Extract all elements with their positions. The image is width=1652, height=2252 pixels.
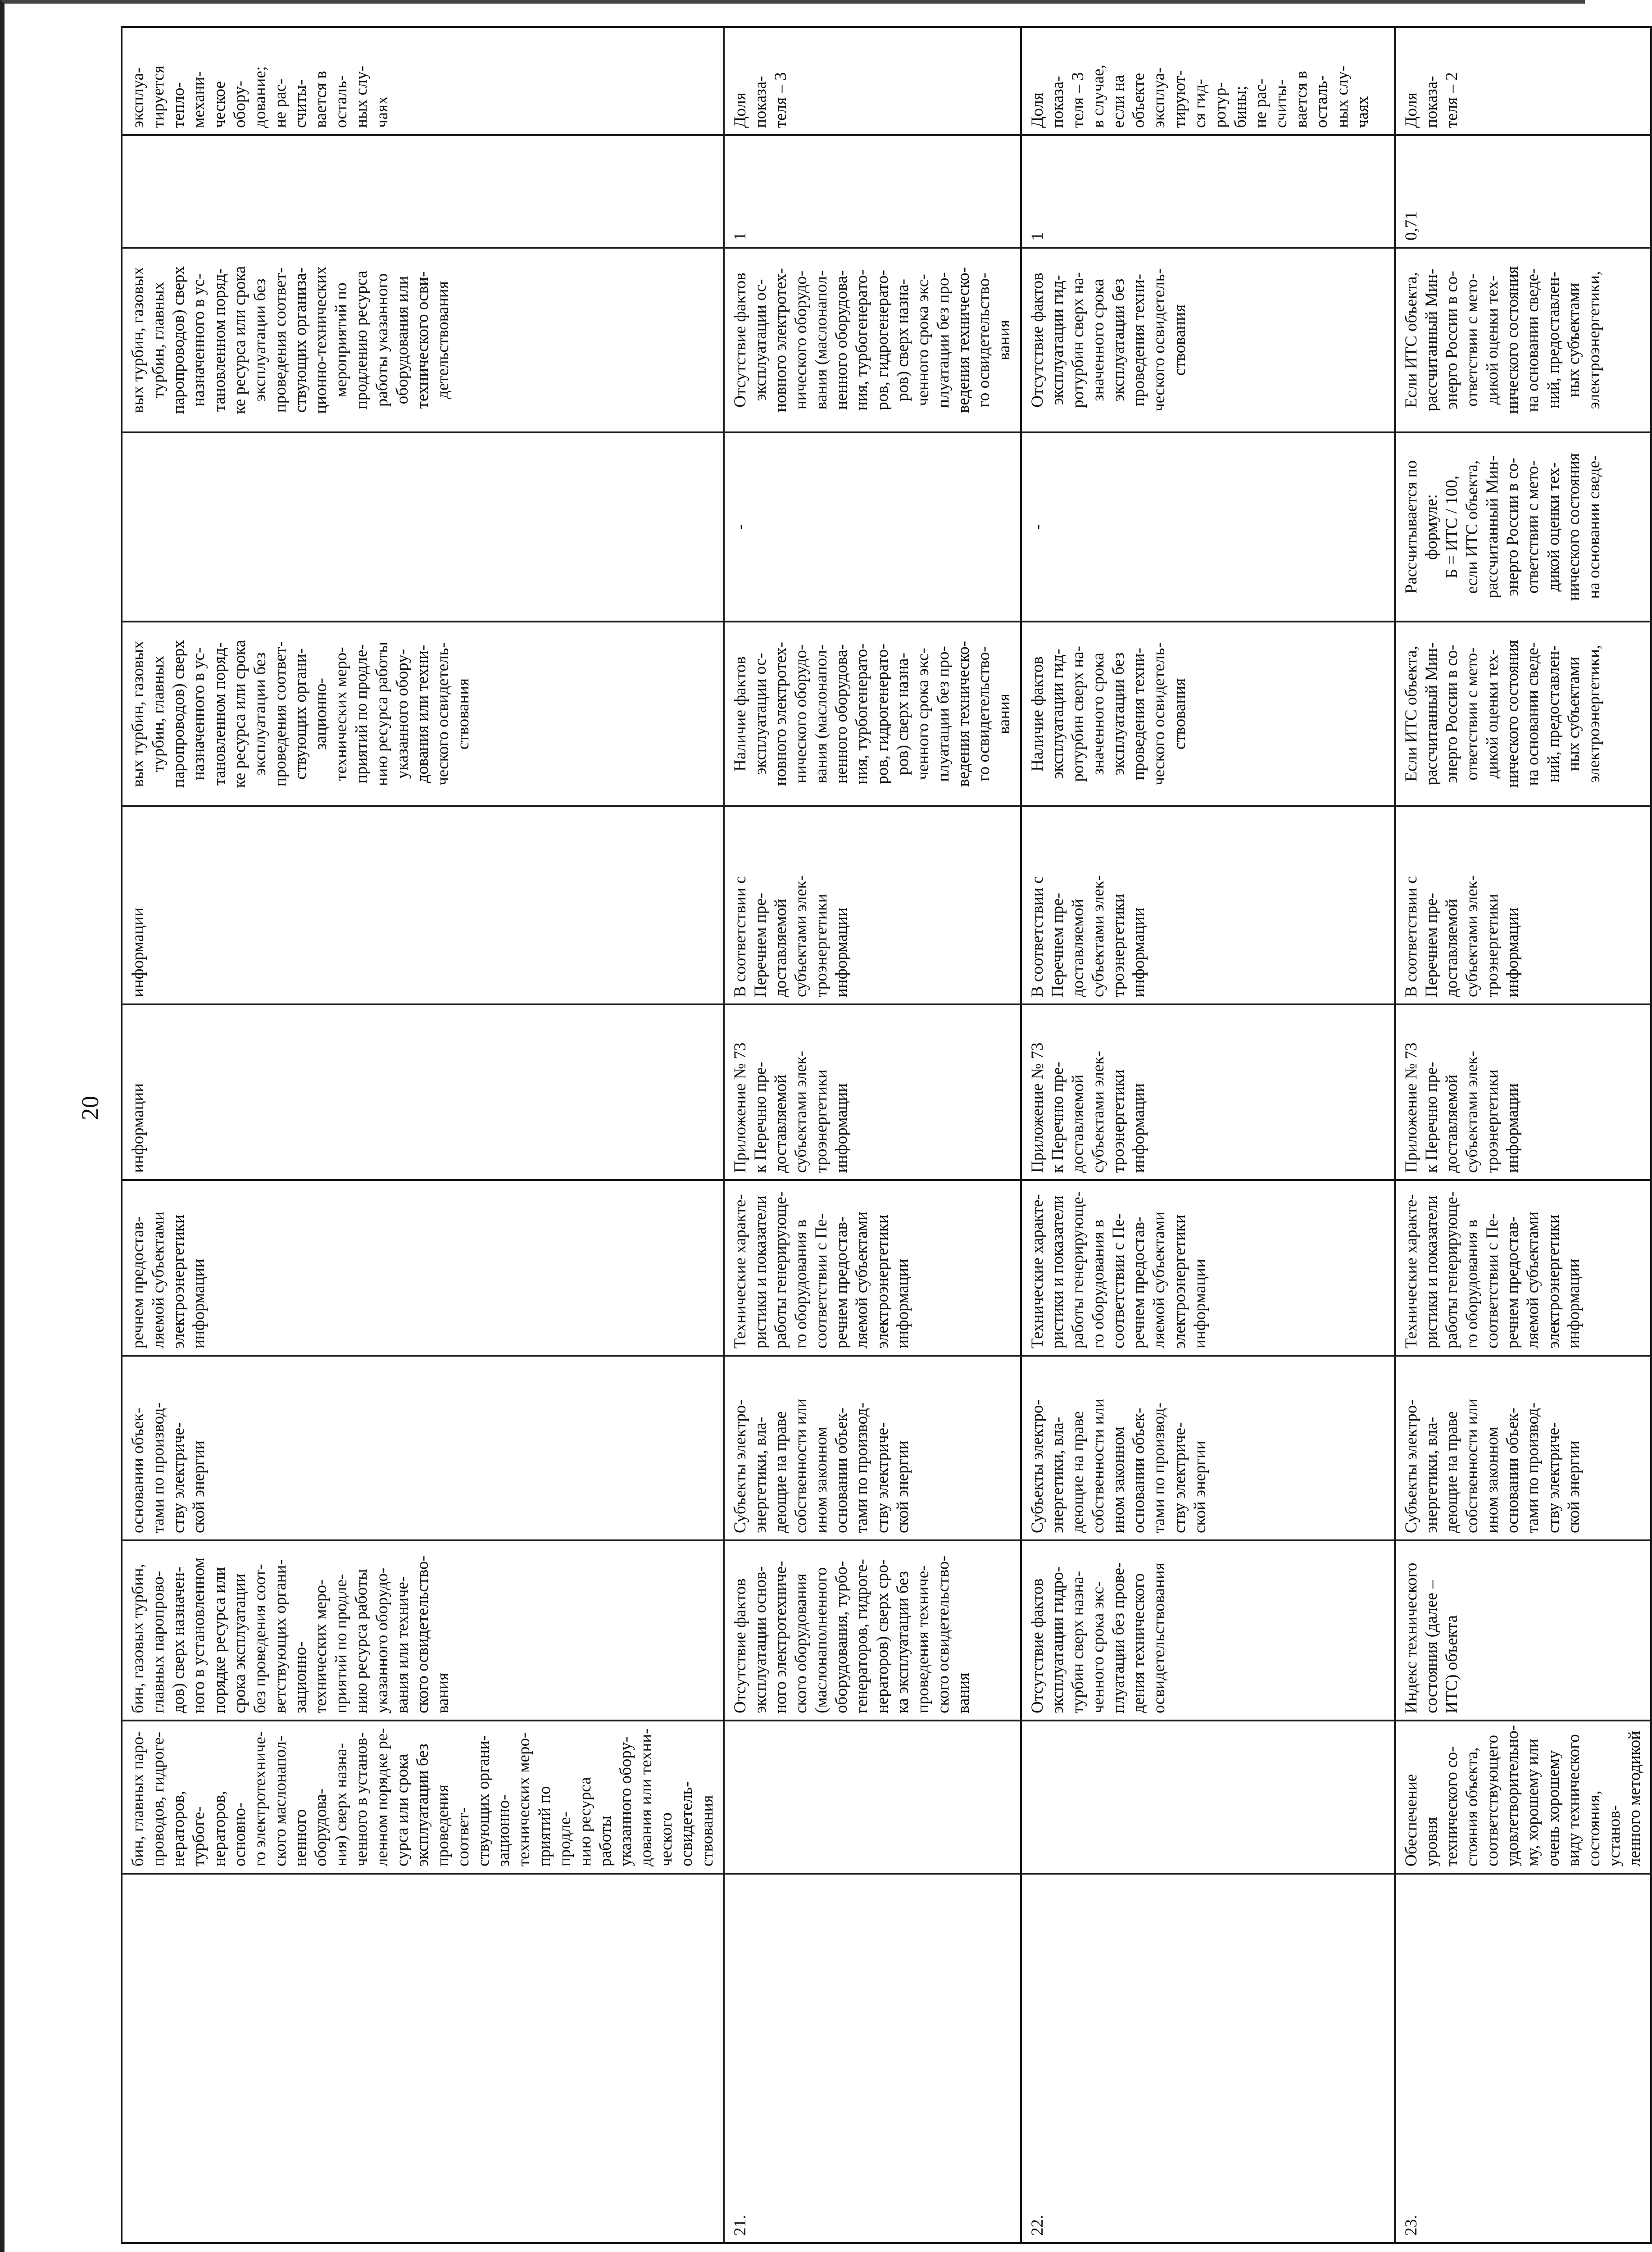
cell-form: Приложение № 73 к Перечню пре- доставляемой субъектами элек- троэнергетики информации [1395,1004,1652,1180]
cell-high-value: Отсутствие фактов эксплуатации гид- ротурбин сверх на- значенного срока эксплуатации без проведения техни- ческого освидетель- ствования [1021,248,1395,432]
cell-weight: 0,71 [1395,135,1652,248]
cell-subjects: Субъекты электро- энергетики, вла- деющие на праве собственности или ином законном основании объек- тами по производ- ству электриче- ской энергии [1395,1356,1652,1540]
table-row [122,27,724,2243]
table-row [724,27,1021,2243]
cell-deadline: В соответствии с Перечнем пре- доставляемой субъектами элек- троэнергетики информации [1021,806,1395,1004]
indicator-table [121,26,1652,2244]
cell-task [724,1721,1021,1874]
cell-data-source: речнем предостав- ляемой субъектами электроэнергетики информации [122,1180,724,1356]
rotated-table-container [121,28,1644,2244]
cell-low-value: Если ИТС объекта, рассчитанный Мин- энерго России в со- ответствии с мето- дикой оценки тех- нического состояния на основании сведе- ний, предоставлен- ных субъектами электроэнергетики, [1395,622,1652,806]
cell-data-source: Технические характе- ристики и показатели работы генерирующе- го оборудования в соответствии с Пе- речнем предостав- ляемой субъектами электроэнергетики информации [1021,1180,1395,1356]
cell-data-source: Технические характе- ристики и показатели работы генерирующе- го оборудования в соответствии с Пе- речнем предостав- ляемой субъектами электроэнергетики информации [724,1180,1021,1356]
cell-subjects: основании объек- тами по производ- ству электриче- ской энергии [122,1356,724,1540]
cell-high-value: Отсутствие фактов эксплуатации ос- новного электротех- нического оборудо- вания (маслонапол- ненного оборудова- ния, турбогенерато- ров, гидрогенерато- ров) сверх назна- ченного срока экс- плуатации без про- ведения техническо- го освидетельство- вания [724,248,1021,432]
cell-indicator: Отсутствие фактов эксплуатации гидро- турбин сверх назна- ченного срока экс- плуатации без прове- дения технического освидетельствования [1021,1540,1395,1721]
cell-task: бин, главных паро- проводов, гидроге- нераторов, турбоге- нераторов, основно- го электротехниче- ского маслонапол- ненного оборудова- ния) сверх назна- ченного в установ- ленном порядке ре- сурса или срока эксплуатации без проведения соответ- ствующих органи- зационно- технических меро- приятий по продле- нию ресурса работы указанного обору- дования или техни- ческого освидетель- ствования [122,1721,724,1874]
cell-share: эксплуа- тируется тепло- механи- ческое обору- дование; не рас- считы- вается в осталь- ных слу- чаях [122,27,724,135]
cell-form: Приложение № 73 к Перечню пре- доставляемой субъектами элек- троэнергетики информации [1021,1004,1395,1180]
cell-share: Доля показа- теля – 3 в случае, если на объекте эксплуа- тируют- ся гид- ротур- бины; не рас- считы- вается в осталь- ных слу- чаях [1021,27,1395,135]
cell-low-value: вых турбин, газовых турбин, главных паропроводов) сверх назначенного в ус- тановленном поряд- ке ресурса или срока эксплуатации без проведения соответ- ствующих органи- зационно- технических меро- приятий по продле- нию ресурса работы указанного обору- дования или техни- ческого освидетель- ствования [122,622,724,806]
cell-formula: - [724,432,1021,622]
table-row [1395,27,1652,2243]
table-row [1021,27,1395,2243]
cell-formula [122,432,724,622]
cell-form: Приложение № 73 к Перечню пре- доставляемой субъектами элек- троэнергетики информации [724,1004,1021,1180]
cell-task: Обеспечение уровня технического со- стояния объекта, соответствующего удовлетворительно- му, хорошему или очень хорошему виду технического состояния, установ- ленного методикой [1395,1721,1652,1874]
cell-weight: 1 [724,135,1021,248]
row-number [122,1874,724,2243]
cell-weight [122,135,724,248]
cell-subjects: Субъекты электро- энергетики, вла- деющие на праве собственности или ином законном основании объек- тами по производ- ству электриче- ской энергии [724,1356,1021,1540]
row-number: 22. [1021,1874,1395,2243]
cell-formula: - [1021,432,1395,622]
cell-indicator: Отсутствие фактов эксплуатации основ- ного электротехниче- ского оборудования (маслонаполненного оборудования, турбо- генераторов, гидроге- нераторов) сверх сро- ка эксплуатации без проведения техниче- ского освидетельство- вания [724,1540,1021,1721]
cell-low-value: Наличие фактов эксплуатации ос- новного электротех- нического оборудо- вания (маслонапол- ненного оборудова- ния, турбогенерато- ров, гидрогенерато- ров) сверх назна- ченного срока экс- плуатации без про- ведения техническо- го освидетельство- вания [724,622,1021,806]
page-number [63,1081,117,1135]
cell-high-value: вых турбин, газовых турбин, главных паропроводов) сверх назначенного в ус- тановленном поряд- ке ресурса или срока эксплуатации без проведения соответ- ствующих организа- ционно-технических мероприятий по продлению ресурса работы указанного оборудования или технического осви- детельствования [122,248,724,432]
row-number: 23. [1395,1874,1652,2243]
cell-indicator: Индекс технического состояния (далее – ИТС) объекта [1395,1540,1652,1721]
row-number: 21. [724,1874,1021,2243]
cell-high-value: Если ИТС объекта, рассчитанный Мин- энерго России в со- ответствии с мето- дикой оценки тех- нического состояния на основании сведе- ний, предоставлен- ных субъектами электроэнергетики, [1395,248,1652,432]
page-number-text: 20 [77,1096,104,1120]
cell-deadline: В соответствии с Перечнем пре- доставляемой субъектами элек- троэнергетики информации [724,806,1021,1004]
cell-formula: Рассчитывается по формуле: Б = ИТС / 100, если ИТС объекта, рассчитанный Мин- энерго России в со- ответствии с мето- дикой оценки тех- нического состояния на основании сведе- [1395,432,1652,622]
cell-deadline: информации [122,806,724,1004]
cell-subjects: Субъекты электро- энергетики, вла- деющие на праве собственности или ином законном основании объек- тами по производ- ству электриче- ской энергии [1021,1356,1395,1540]
cell-deadline: В соответствии с Перечнем пре- доставляемой субъектами элек- троэнергетики информации [1395,806,1652,1004]
cell-weight: 1 [1021,135,1395,248]
cell-form: информации [122,1004,724,1180]
cell-share: Доля показа- теля – 3 [724,27,1021,135]
cell-low-value: Наличие фактов эксплуатации гид- ротурбин сверх на- значенного срока эксплуатации без проведения техни- ческого освидетель- ствования [1021,622,1395,806]
cell-data-source: Технические характе- ристики и показатели работы генерирующе- го оборудования в соответствии с Пе- речнем предостав- ляемой субъектами электроэнергетики информации [1395,1180,1652,1356]
cell-indicator: бин, газовых турбин, главных паропрово- дов) сверх назначен- ного в установленном порядке ресурса или срока эксплуатации без проведения соот- ветствующих органи- зационно- технических меро- приятий по продле- нию ресурса работы указанного оборудо- вания или техниче- ского освидетельство- вания [122,1540,724,1721]
cell-share: Доля показа- теля – 2 [1395,27,1652,135]
cell-task [1021,1721,1395,1874]
